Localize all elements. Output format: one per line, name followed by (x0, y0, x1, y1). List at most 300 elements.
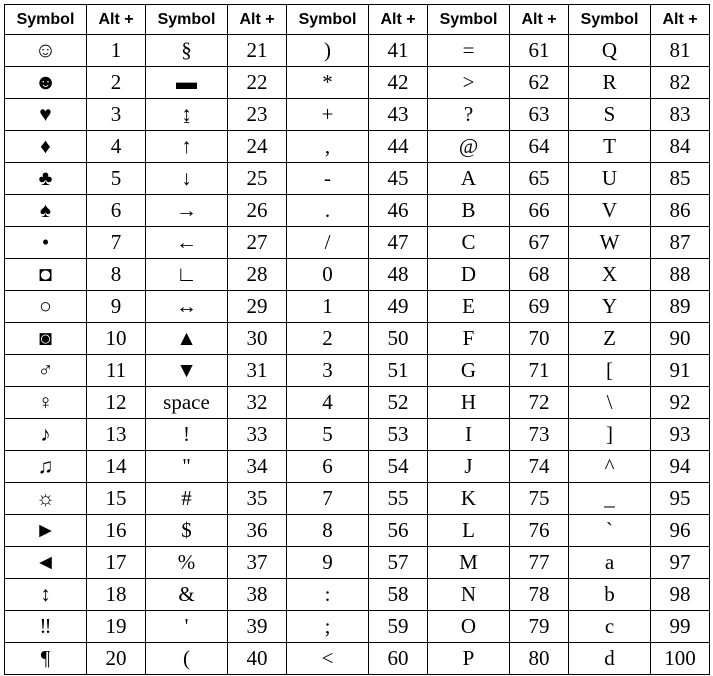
symbol-glyph: • (41, 230, 50, 254)
alt-code-cell: 34 (228, 451, 287, 483)
alt-code-cell: 73 (510, 419, 569, 451)
symbol-cell (5, 99, 87, 131)
symbol-cell (5, 611, 87, 643)
table-row (5, 515, 710, 547)
symbol-cell (428, 419, 510, 451)
symbol-glyph: ♀ (37, 390, 54, 414)
alt-code-cell: 20 (87, 643, 146, 675)
symbol-cell (5, 163, 87, 195)
table-row (5, 291, 710, 323)
alt-code-cell: 66 (510, 195, 569, 227)
alt-code-cell: 21 (228, 35, 287, 67)
symbol-cell (428, 643, 510, 675)
symbol-glyph: D (460, 262, 477, 286)
symbol-glyph: ○ (39, 294, 52, 318)
table-row (5, 35, 710, 67)
alt-code-cell: 83 (651, 99, 710, 131)
alt-code-cell: 61 (510, 35, 569, 67)
symbol-cell (569, 131, 651, 163)
symbol-cell (428, 547, 510, 579)
symbol-header: Symbol (287, 5, 369, 35)
symbol-cell (146, 451, 228, 483)
alt-code-cell: 60 (369, 643, 428, 675)
symbol-cell (428, 323, 510, 355)
symbol-cell (146, 643, 228, 675)
symbol-cell (428, 451, 510, 483)
alt-code-cell: 37 (228, 547, 287, 579)
symbol-cell (569, 451, 651, 483)
symbol-cell (569, 323, 651, 355)
symbol-glyph: ‼ (39, 614, 52, 638)
symbol-glyph: # (181, 486, 192, 510)
symbol-header: Symbol (569, 5, 651, 35)
symbol-glyph: ` (606, 518, 613, 542)
symbol-glyph: ↕ (40, 582, 51, 606)
alt-code-cell: 59 (369, 611, 428, 643)
symbol-cell (146, 99, 228, 131)
table-row (5, 547, 710, 579)
symbol-cell (569, 163, 651, 195)
symbol-glyph: < (321, 646, 334, 670)
symbol-cell (5, 355, 87, 387)
symbol-cell (428, 291, 510, 323)
alt-code-cell: 16 (87, 515, 146, 547)
alt-code-cell: 52 (369, 387, 428, 419)
symbol-header: Symbol (428, 5, 510, 35)
symbol-cell (428, 387, 510, 419)
alt-code-cell: 90 (651, 323, 710, 355)
symbol-glyph: ◙ (39, 326, 52, 350)
symbol-cell (146, 387, 228, 419)
symbol-cell (428, 163, 510, 195)
symbol-glyph: . (324, 198, 331, 222)
alt-code-cell: 12 (87, 387, 146, 419)
table-row (5, 323, 710, 355)
symbol-glyph: ! (183, 422, 190, 446)
symbol-cell (5, 483, 87, 515)
alt-code-cell: 46 (369, 195, 428, 227)
alt-code-cell: 50 (369, 323, 428, 355)
alt-code-cell: 96 (651, 515, 710, 547)
alt-code-cell: 76 (510, 515, 569, 547)
symbol-glyph: ] (606, 422, 613, 446)
symbol-glyph: ▬ (176, 70, 197, 94)
table-row (5, 387, 710, 419)
symbol-glyph: ↔ (176, 294, 197, 318)
alt-code-cell: 5 (87, 163, 146, 195)
alt-code-header: Alt + (87, 5, 146, 35)
symbol-cell (5, 195, 87, 227)
symbol-glyph: O (460, 614, 477, 638)
symbol-glyph: 8 (322, 518, 333, 542)
symbol-cell (146, 67, 228, 99)
table-row (5, 227, 710, 259)
table-row (5, 163, 710, 195)
alt-code-cell: 17 (87, 547, 146, 579)
symbol-cell (569, 259, 651, 291)
symbol-cell (428, 131, 510, 163)
symbol-cell (5, 451, 87, 483)
symbol-cell (146, 547, 228, 579)
alt-code-header: Alt + (228, 5, 287, 35)
symbol-cell (569, 515, 651, 547)
symbol-glyph: ↓ (181, 166, 192, 190)
table-row (5, 643, 710, 675)
symbol-glyph: @ (458, 134, 479, 158)
symbol-glyph: T (603, 134, 616, 158)
alt-code-cell: 2 (87, 67, 146, 99)
symbol-cell (428, 355, 510, 387)
alt-code-cell: 85 (651, 163, 710, 195)
symbol-glyph: * (322, 70, 333, 94)
symbol-header: Symbol (5, 5, 87, 35)
symbol-glyph: I (465, 422, 472, 446)
symbol-glyph: 1 (322, 294, 333, 318)
symbol-glyph: 3 (322, 358, 333, 382)
symbol-glyph: → (176, 198, 197, 222)
alt-code-cell: 87 (651, 227, 710, 259)
symbol-cell (428, 227, 510, 259)
symbol-cell (569, 291, 651, 323)
alt-code-cell: 100 (651, 643, 710, 675)
symbol-glyph: ☺ (34, 38, 57, 62)
symbol-cell (287, 227, 369, 259)
symbol-cell (5, 515, 87, 547)
symbol-glyph: 5 (322, 422, 333, 446)
symbol-glyph: , (324, 134, 331, 158)
symbol-glyph: ¶ (40, 646, 51, 670)
alt-code-cell: 53 (369, 419, 428, 451)
symbol-cell (287, 131, 369, 163)
table-row (5, 483, 710, 515)
symbol-cell (428, 67, 510, 99)
symbol-glyph: \ (606, 390, 613, 414)
alt-code-cell: 43 (369, 99, 428, 131)
symbol-cell (569, 35, 651, 67)
alt-code-cell: 72 (510, 387, 569, 419)
alt-code-cell: 35 (228, 483, 287, 515)
symbol-cell (569, 483, 651, 515)
symbol-glyph: ♪ (40, 422, 51, 446)
symbol-glyph: K (460, 486, 477, 510)
symbol-cell (428, 259, 510, 291)
alt-code-cell: 29 (228, 291, 287, 323)
symbol-cell (5, 547, 87, 579)
symbol-cell (569, 643, 651, 675)
alt-code-cell: 78 (510, 579, 569, 611)
symbol-cell (146, 227, 228, 259)
symbol-glyph: R (602, 70, 617, 94)
symbol-glyph: ♥ (39, 102, 52, 126)
alt-code-cell: 98 (651, 579, 710, 611)
alt-code-cell: 88 (651, 259, 710, 291)
symbol-glyph: ) (324, 38, 331, 62)
alt-code-cell: 25 (228, 163, 287, 195)
symbol-cell (5, 323, 87, 355)
symbol-cell (287, 355, 369, 387)
symbol-cell (428, 195, 510, 227)
symbol-glyph: ☻ (34, 70, 57, 94)
symbol-cell (287, 323, 369, 355)
symbol-glyph: / (324, 230, 331, 254)
alt-code-cell: 48 (369, 259, 428, 291)
alt-code-cell: 42 (369, 67, 428, 99)
symbol-glyph: ◄ (35, 550, 56, 574)
symbol-glyph: ▼ (176, 358, 197, 382)
symbol-glyph: a (604, 550, 615, 574)
symbol-glyph: 6 (322, 454, 333, 478)
symbol-cell (428, 515, 510, 547)
symbol-cell (428, 611, 510, 643)
alt-code-cell: 99 (651, 611, 710, 643)
alt-code-cell: 71 (510, 355, 569, 387)
symbol-glyph: 9 (322, 550, 333, 574)
symbol-cell (146, 163, 228, 195)
symbol-cell (146, 323, 228, 355)
symbol-cell (5, 419, 87, 451)
alt-code-cell: 63 (510, 99, 569, 131)
symbol-cell (287, 67, 369, 99)
symbol-glyph: ↨ (181, 102, 192, 126)
alt-code-cell: 81 (651, 35, 710, 67)
alt-code-cell: 86 (651, 195, 710, 227)
symbol-cell (287, 643, 369, 675)
symbol-cell (5, 291, 87, 323)
symbol-glyph: ( (183, 646, 190, 670)
alt-code-cell: 14 (87, 451, 146, 483)
symbol-glyph: ' (184, 614, 189, 638)
alt-code-cell: 49 (369, 291, 428, 323)
alt-code-cell: 84 (651, 131, 710, 163)
symbol-cell (146, 291, 228, 323)
alt-code-cell: 95 (651, 483, 710, 515)
table-row (5, 195, 710, 227)
symbol-cell (569, 99, 651, 131)
symbol-glyph: § (181, 38, 192, 62)
table-row (5, 579, 710, 611)
symbol-glyph: [ (606, 358, 613, 382)
alt-code-cell: 68 (510, 259, 569, 291)
symbol-glyph: M (459, 550, 478, 574)
alt-code-cell: 10 (87, 323, 146, 355)
alt-code-cell: 93 (651, 419, 710, 451)
symbol-glyph: % (177, 550, 196, 574)
symbol-cell (5, 227, 87, 259)
alt-code-header: Alt + (369, 5, 428, 35)
alt-code-cell: 39 (228, 611, 287, 643)
symbol-cell (569, 611, 651, 643)
symbol-glyph: ♣ (38, 166, 53, 190)
symbol-glyph: W (599, 230, 620, 254)
alt-code-cell: 44 (369, 131, 428, 163)
table-row (5, 259, 710, 291)
symbol-glyph: ► (35, 518, 56, 542)
alt-code-cell: 23 (228, 99, 287, 131)
symbol-cell (146, 419, 228, 451)
symbol-glyph: 0 (322, 262, 333, 286)
symbol-glyph: ? (463, 102, 474, 126)
alt-code-cell: 80 (510, 643, 569, 675)
alt-code-cell: 74 (510, 451, 569, 483)
symbol-header: Symbol (146, 5, 228, 35)
symbol-glyph: X (601, 262, 618, 286)
symbol-glyph: B (461, 198, 476, 222)
symbol-glyph: ♫ (37, 454, 54, 478)
symbol-cell (287, 515, 369, 547)
symbol-glyph: = (462, 38, 475, 62)
alt-code-cell: 18 (87, 579, 146, 611)
symbol-glyph: ^ (604, 454, 615, 478)
alt-code-cell: 57 (369, 547, 428, 579)
symbol-cell (287, 387, 369, 419)
alt-code-cell: 77 (510, 547, 569, 579)
alt-code-cell: 15 (87, 483, 146, 515)
symbol-glyph: L (462, 518, 475, 542)
alt-code-cell: 33 (228, 419, 287, 451)
alt-code-cell: 97 (651, 547, 710, 579)
alt-code-cell: 1 (87, 35, 146, 67)
table-row (5, 611, 710, 643)
symbol-cell (569, 227, 651, 259)
alt-code-cell: 91 (651, 355, 710, 387)
alt-code-cell: 55 (369, 483, 428, 515)
symbol-glyph: H (460, 390, 477, 414)
symbol-glyph: ♂ (37, 358, 54, 382)
symbol-cell (569, 419, 651, 451)
symbol-cell (5, 579, 87, 611)
alt-code-cell: 54 (369, 451, 428, 483)
alt-code-cell: 28 (228, 259, 287, 291)
symbol-glyph: ▲ (176, 326, 197, 350)
symbol-cell (5, 35, 87, 67)
alt-code-cell: 6 (87, 195, 146, 227)
symbol-cell (287, 547, 369, 579)
symbol-cell (287, 451, 369, 483)
symbol-glyph: ♦ (40, 134, 51, 158)
symbol-cell (569, 387, 651, 419)
symbol-cell (428, 35, 510, 67)
symbol-cell (146, 515, 228, 547)
alt-code-cell: 70 (510, 323, 569, 355)
symbol-cell (569, 67, 651, 99)
symbol-cell (287, 291, 369, 323)
alt-code-cell: 56 (369, 515, 428, 547)
alt-code-cell: 24 (228, 131, 287, 163)
alt-code-cell: 31 (228, 355, 287, 387)
symbol-cell (287, 419, 369, 451)
symbol-cell (428, 99, 510, 131)
symbol-glyph: & (178, 582, 195, 606)
symbol-glyph: C (461, 230, 476, 254)
symbol-glyph: > (462, 70, 475, 94)
symbol-cell (569, 195, 651, 227)
symbol-glyph: : (324, 582, 331, 606)
symbol-glyph: S (603, 102, 616, 126)
alt-code-header: Alt + (510, 5, 569, 35)
alt-code-cell: 13 (87, 419, 146, 451)
symbol-cell (287, 579, 369, 611)
alt-code-cell: 64 (510, 131, 569, 163)
symbol-cell (5, 643, 87, 675)
alt-code-cell: 62 (510, 67, 569, 99)
symbol-glyph: G (460, 358, 477, 382)
symbol-glyph: c (604, 614, 615, 638)
symbol-glyph: - (324, 166, 331, 190)
symbol-cell (146, 131, 228, 163)
symbol-glyph: ☼ (35, 486, 56, 510)
symbol-glyph: 2 (322, 326, 333, 350)
symbol-cell (428, 483, 510, 515)
symbol-cell (287, 195, 369, 227)
symbol-cell (146, 355, 228, 387)
symbol-cell (287, 483, 369, 515)
symbol-glyph: N (460, 582, 477, 606)
symbol-cell (5, 67, 87, 99)
symbol-cell (146, 195, 228, 227)
alt-code-cell: 51 (369, 355, 428, 387)
symbol-glyph: 4 (322, 390, 333, 414)
alt-code-cell: 9 (87, 291, 146, 323)
table-row (5, 131, 710, 163)
alt-code-table (4, 4, 710, 675)
header-row (5, 5, 710, 35)
symbol-cell (5, 259, 87, 291)
alt-code-cell: 38 (228, 579, 287, 611)
symbol-glyph: P (462, 646, 475, 670)
symbol-cell (146, 259, 228, 291)
table-row (5, 99, 710, 131)
table-row (5, 355, 710, 387)
symbol-glyph: V (601, 198, 618, 222)
symbol-glyph: F (462, 326, 475, 350)
symbol-cell (146, 483, 228, 515)
symbol-glyph: J (464, 454, 473, 478)
symbol-glyph: ← (176, 230, 197, 254)
symbol-cell (146, 579, 228, 611)
alt-code-header: Alt + (651, 5, 710, 35)
alt-code-cell: 67 (510, 227, 569, 259)
alt-code-cell: 8 (87, 259, 146, 291)
symbol-cell (287, 35, 369, 67)
symbol-cell (5, 387, 87, 419)
alt-code-cell: 79 (510, 611, 569, 643)
symbol-cell (569, 355, 651, 387)
symbol-cell (146, 611, 228, 643)
symbol-glyph: + (321, 102, 334, 126)
alt-code-cell: 92 (651, 387, 710, 419)
alt-code-cell: 4 (87, 131, 146, 163)
symbol-glyph: ∟ (176, 262, 197, 286)
symbol-glyph: d (604, 646, 615, 670)
alt-code-cell: 69 (510, 291, 569, 323)
symbol-glyph: " (182, 454, 191, 478)
alt-code-cell: 58 (369, 579, 428, 611)
symbol-glyph: U (601, 166, 618, 190)
symbol-cell (287, 99, 369, 131)
symbol-cell (287, 259, 369, 291)
symbol-glyph: ♠ (39, 198, 52, 222)
symbol-glyph: b (604, 582, 615, 606)
table-row (5, 419, 710, 451)
symbol-glyph: 7 (322, 486, 333, 510)
alt-code-cell: 7 (87, 227, 146, 259)
alt-code-cell: 47 (369, 227, 428, 259)
alt-code-cell: 11 (87, 355, 146, 387)
alt-code-cell: 41 (369, 35, 428, 67)
symbol-glyph: space (163, 390, 210, 414)
symbol-cell (287, 611, 369, 643)
symbol-glyph: ; (324, 614, 331, 638)
